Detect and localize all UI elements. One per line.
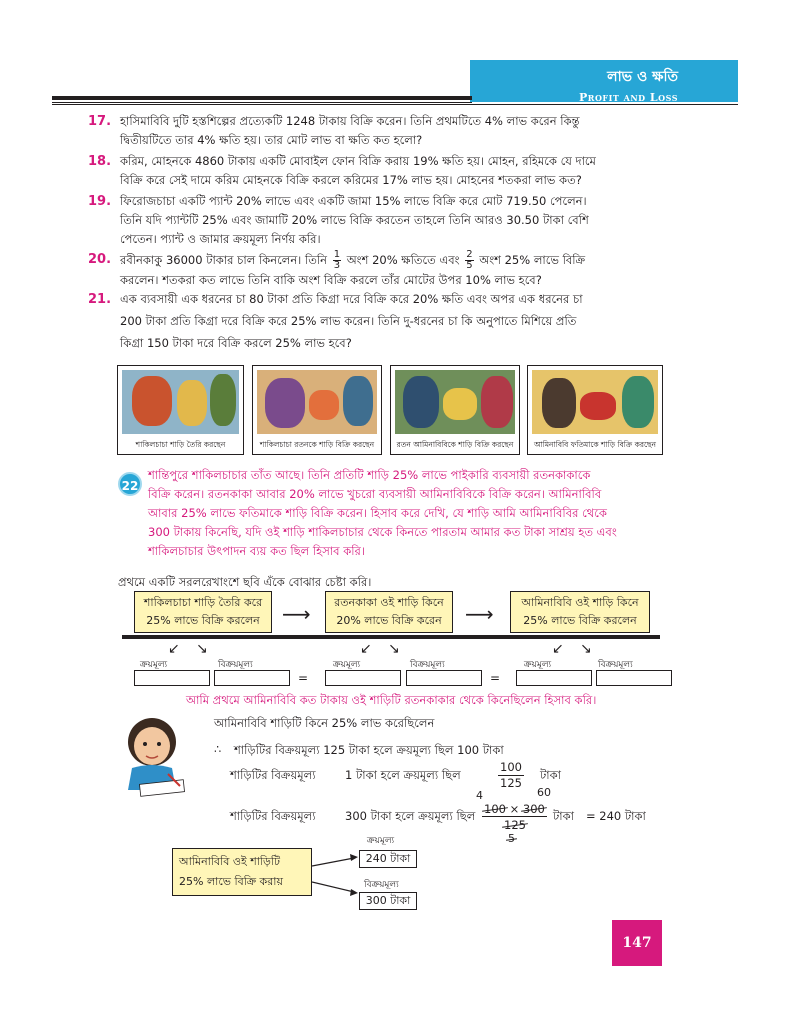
story-line: বিক্রি করেন। রতনকাকা আবার 20% লাভে খুচরো ব্যবসায়ী আমিনাবিবিকে বিক্রি করেন। আমিনাবিবি [148,487,602,501]
arrow-down-right-icon: ↘ [580,641,592,657]
equals-sign: = [298,671,309,685]
answer-box [325,670,401,686]
selling-price-label: বিক্রয়মূল্য [410,660,445,670]
therefore-symbol: ∴ [214,742,222,756]
cancelled-number: 125 [504,818,526,832]
problem-text: হাসিমাবিবি দুটি হস্তশিল্পের প্রত্যেকটি 1248 টাকায় বিক্রি করেন। তিনি প্রথমটিতে 4% লাভ করেন কিন্তু [120,114,580,128]
fraction-denominator: 125 [500,776,522,790]
girl-studying-illustration [118,712,196,798]
line-segment [122,635,660,639]
header-rule [52,96,472,100]
arrow-down-right-icon: ↘ [388,641,400,657]
problem-number: 19. [88,194,112,209]
answer-box [596,670,672,686]
illustration-scene [257,370,377,434]
page-number: 147 [612,920,662,966]
solution-heading: আমি প্রথমে আমিনাবিবি কত টাকায় ওই শাড়িটি রতনকাকার থেকে কিনেছিলেন হিসাব করি। [186,693,597,707]
illustration-sale-to-amina [390,365,520,455]
fraction-numerator: 1 [333,249,341,260]
problem-22-text [148,466,678,561]
arrow-down-left-icon: ↙ [552,641,564,657]
cost-price-label: ক্রয়মূল্য [524,660,552,670]
fraction-denominator [504,818,526,832]
arrow-down-right-icon: ↘ [196,641,208,657]
cost-price-value: 240 টাকা [359,850,417,868]
arrow-down-left-icon: ↙ [168,641,180,657]
problem-text: করলেন। শতকরা কত লাভে তিনি বাকি অংশ বিক্রি করলে তাঁর মোটের উপর 10% লাভ হবে? [120,273,542,287]
problem-text: এক ব্যবসায়ী এক ধরনের চা 80 টাকা প্রতি কিগ্রা দরে বিক্রি করে 20% ক্ষতি এবং অপর এক ধরনের চা [120,292,583,306]
problem-badge: 22 [118,472,142,496]
summary-line: আমিনাবিবি ওই শাড়িটি [179,855,281,868]
story-line: শাকিলচাচার উৎপাদন ব্যয় কত ছিল হিসাব করি। [148,544,365,558]
problem-number: 18. [88,154,112,169]
solution-line: আমিনাবিবি শাড়িটি কিনে 25% লাভ করেছিলেন [214,716,435,730]
equals-sign: = [490,671,501,685]
fraction-numerator: 2 [466,249,473,260]
problem-19 [88,192,680,249]
illustration-sale-to-ratan [252,365,382,455]
illustration-caption: শাকিলচাচা শাড়ি তৈরি করছেন [135,440,226,449]
arrow-right-icon: ⟶ [465,602,494,626]
problem-text: বিক্রি করে সেই দামে করিম মোহনকে বিক্রি করলে করিমের 17% লাভ হয়। মোহনের শতকরা লাভ কত? [120,173,582,187]
problem-text: 200 টাকা প্রতি কিগ্রা দরে বিক্রি করে 25% লাভ করেন। তিনি দু-ধরনের চা কি অনুপাতে মিশিয়ে প্রতি [120,314,577,328]
problem-text-part: অংশ 20% ক্ষতিতে এবং [346,253,460,267]
flow-box-ratan [325,591,453,633]
cancelled-number: 5 [508,832,515,845]
cancelled-number: 300 [522,802,545,816]
problem-number: 20. [88,252,112,267]
cost-price-label: ক্রয়মূল্য [367,836,395,846]
solution-result: = 240 টাকা [586,809,646,823]
arrow-right-icon: ⟶ [282,602,311,626]
cancel-quotient: 4 [476,789,483,802]
story-line: শান্তিপুরে শাকিলচাচার তাঁত আছে। তিনি প্রতিটি শাড়ি 25% লাভে পাইকারি ব্যবসায়ী রতনকাকাকে [148,468,591,482]
cancel-quotient [508,832,515,845]
chapter-title-bengali: লাভ ও ক্ষতি [607,69,678,85]
solution-line-part: শাড়িটির বিক্রয়মূল্য [230,768,316,782]
illustration-weaving [117,365,244,455]
selling-price-label: বিক্রয়মূল্য [598,660,633,670]
illustration-caption: রতন আমিনাবিবিকে শাড়ি বিক্রি করছেন [396,440,514,449]
fraction-numerator [482,802,547,817]
selling-price-value: 300 টাকা [359,892,417,910]
answer-box [406,670,482,686]
problem-18 [88,152,680,190]
fraction [333,250,341,271]
branch-arrows-icon [312,850,360,900]
problem-17 [88,112,680,150]
problem-text: ফিরোজচাচা একটি প্যান্ট 20% লাভে এবং একটি জামা 15% লাভে বিক্রি করে মোট 719.50 পেলেন। [120,194,587,208]
header-rule [52,102,472,103]
problem-text-part: অংশ 25% লাভে বিক্রি [479,253,586,267]
solution-line-part: 300 টাকা হলে ক্রয়মূল্য ছিল [345,809,476,823]
problem-text: কিগ্রা 150 টাকা দরে বিক্রি করলে 25% লাভ হবে? [120,336,352,350]
flow-box-line: 20% লাভে বিক্রি করেন [336,614,442,627]
fraction [465,250,473,271]
solution-line-part: টাকা [553,809,574,823]
arrow-down-left-icon: ↙ [360,641,372,657]
flow-box-line: শাকিলচাচা শাড়ি তৈরি করে [143,596,263,609]
fraction-numerator: 100 [500,760,522,774]
problem-text: দ্বিতীয়টিতে তার 4% ক্ষতি হয়। তার মোট লাভ বা ক্ষতি কত হলো? [120,133,423,147]
fraction [498,760,524,791]
problem-text: করিম, মোহনকে 4860 টাকায় একটি মোবাইল ফোন বিক্রি করায় 19% ক্ষতি হয়। মোহন, রহিমকে যে দামে [120,154,596,168]
answer-box [134,670,210,686]
flow-box-line: 25% লাভে বিক্রি করলেন [146,614,260,627]
summary-line: 25% লাভে বিক্রি করায় [179,875,283,888]
fraction-denominator: 5 [466,260,473,271]
illustration-sale-to-fatima [527,365,663,455]
flow-box-shakil [134,591,272,633]
solution-line: শাড়িটির বিক্রয়মূল্য 125 টাকা হলে ক্রয়মূল্য ছিল 100 টাকা [234,743,504,757]
flow-box-line: আমিনাবিবি ওই শাড়ি কিনে [521,596,639,609]
solution-line-part: 1 টাকা হলে ক্রয়মূল্য ছিল [345,768,461,782]
solution-line-part: টাকা [540,768,561,782]
illustration-scene [122,370,239,434]
illustration-scene [532,370,658,434]
cancelled-number: 100 [484,802,506,816]
flow-box-line: 25% লাভে বিক্রি করলেন [523,614,637,627]
selling-price-label: বিক্রয়মূল্য [218,660,253,670]
chapter-title-english: Profit and Loss [579,91,678,104]
flow-box-amina [510,591,650,633]
problem-text: পেতেন। প্যান্ট ও জামার ক্রয়মূল্য নির্ণয় করি। [120,232,321,246]
flow-box-line: রতনকাকা ওই শাড়ি কিনে [334,596,444,609]
illustration-scene [395,370,515,434]
cancel-quotient: 60 [537,786,551,799]
story-line: আবার 25% লাভে ফতিমাকে শাড়ি বিক্রি করেন। হিসাব করে দেখি, যে শাড়ি আমি আমিনাবিবির থেকে [148,506,607,520]
problem-text [120,250,680,271]
fraction-denominator: 3 [333,260,341,271]
problem-text-part: রবীনকাকু 36000 টাকার চাল কিনলেন। তিনি [120,253,328,267]
times-sign: × [509,802,520,816]
summary-box [172,848,312,896]
story-line: 300 টাকায় কিনেছি, যদি ওই শাড়ি শাকিলচাচার থেকে কিনতে পারতাম আমার কত টাকা সাশ্রয় হত এবং [148,525,617,539]
solution-line-part: শাড়িটির বিক্রয়মূল্য [230,809,316,823]
cost-price-label: ক্রয়মূল্য [140,660,168,670]
answer-box [516,670,592,686]
problem-20 [88,249,680,290]
selling-price-label: বিক্রয়মূল্য [364,880,399,890]
illustration-caption: আমিনাবিবি ফতিমাকে শাড়ি বিক্রি করছেন [534,440,656,449]
problem-number: 17. [88,114,112,129]
problem-21 [88,290,680,353]
answer-box [214,670,290,686]
illustration-caption: শাকিলচাচা রতনকে শাড়ি বিক্রি করছেন [259,440,375,449]
intro-text: প্রথমে একটি সরলরেখাংশে ছবি এঁকে বোঝার চেষ্টা করি। [118,575,372,589]
cost-price-label: ক্রয়মূল্য [333,660,361,670]
problem-text: তিনি যদি প্যান্টটি 25% এবং জামাটি 20% লাভে বিক্রি করতেন তাহলে তিনি আরও 30.50 টাকা বেশি [120,213,589,227]
problem-number: 21. [88,292,112,307]
chapter-header [470,60,738,102]
header-rule [52,104,738,105]
